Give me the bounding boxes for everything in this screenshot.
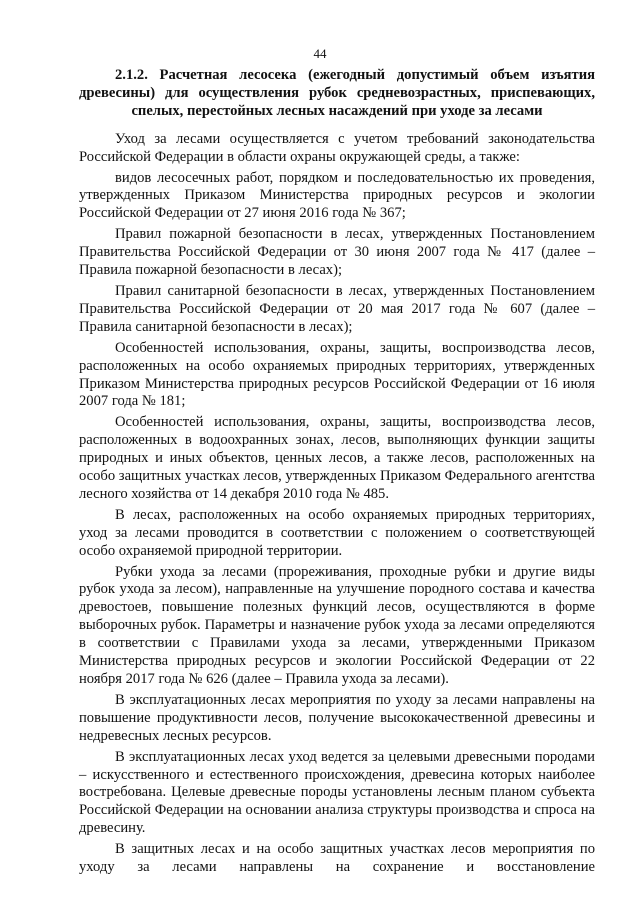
paragraph: Рубки ухода за лесами (прореживания, проходные рубки и другие виды рубок ухода за лесом), направленные на улучшение породного состава и качества древостоев, повышение полезных функций лесов, осуществляются в форме выборочных рубок. Параметры и назначение рубок ухода за лесами определяются в соответствии с Правилами ухода за лесами, утвержденными Приказом Министерства природных ресурсов и экологии Российской Федерации от 22 ноября 2017 года № 626 (далее – Правила ухода за лесами). xyxy=(79,563,595,687)
paragraph: В эксплуатационных лесах мероприятия по уходу за лесами направлены на повышение продуктивности лесов, получение высококачественной древесины и недревесных лесных ресурсов. xyxy=(79,691,595,744)
paragraph: Уход за лесами осуществляется с учетом требований законодательства Российской Федерации в области охраны окружающей среды, а также: xyxy=(79,130,595,165)
paragraph: Особенностей использования, охраны, защиты, воспроизводства лесов, расположенных на особо охраняемых природных территориях, утвержденных Приказом Министерства природных ресурсов Российской Федерации от 16 июля 2007 года № 181; xyxy=(79,339,595,410)
paragraph: В защитных лесах и на особо защитных участках лесов мероприятия по уходу за лесами направлены на сохранение и восстановление xyxy=(79,841,595,876)
page-body xyxy=(79,67,595,877)
paragraph: В лесах, расположенных на особо охраняемых природных территориях, уход за лесами проводится в соответствии с положением о соответствующей особо охраняемой природной территории. xyxy=(79,506,595,559)
paragraph: Правил пожарной безопасности в лесах, утвержденных Постановлением Правительства Российской Федерации от 30 июня 2007 года № 417 (далее – Правила пожарной безопасности в лесах); xyxy=(79,226,595,279)
page-number: 44 xyxy=(313,46,327,61)
paragraph: Правил санитарной безопасности в лесах, утвержденных Постановлением Правительства Российской Федерации от 20 мая 2017 года № 607 (далее – Правила санитарной безопасности в лесах); xyxy=(79,282,595,335)
paragraph: В эксплуатационных лесах уход ведется за целевыми древесными породами – искусственного и естественного происхождения, древесина которых наиболее востребована. Целевые древесные породы установлены лесным планом субъекта Российской Федерации на основании анализа структуры производства и спроса на древесину. xyxy=(79,748,595,837)
section-heading: 2.1.2. Расчетная лесосека (ежегодный допустимый объем изъятия древесины) для осуществления рубок средневозрастных, приспевающих, спелых, перестойных лесных насаждений при уходе за лесами xyxy=(79,67,595,119)
paragraph: видов лесосечных работ, порядком и последовательностью их проведения, утвержденных Приказом Министерства природных ресурсов и экологии Российской Федерации от 27 июня 2016 года № 367; xyxy=(79,169,595,222)
paragraph: Особенностей использования, охраны, защиты, воспроизводства лесов, расположенных в водоохранных зонах, лесов, выполняющих функции защиты природных и иных объектов, ценных лесов, а также лесов, расположенных на особо защитных участках лесов, утвержденных Приказом Федерального агентства лесного хозяйства от 14 декабря 2010 года № 485. xyxy=(79,414,595,502)
